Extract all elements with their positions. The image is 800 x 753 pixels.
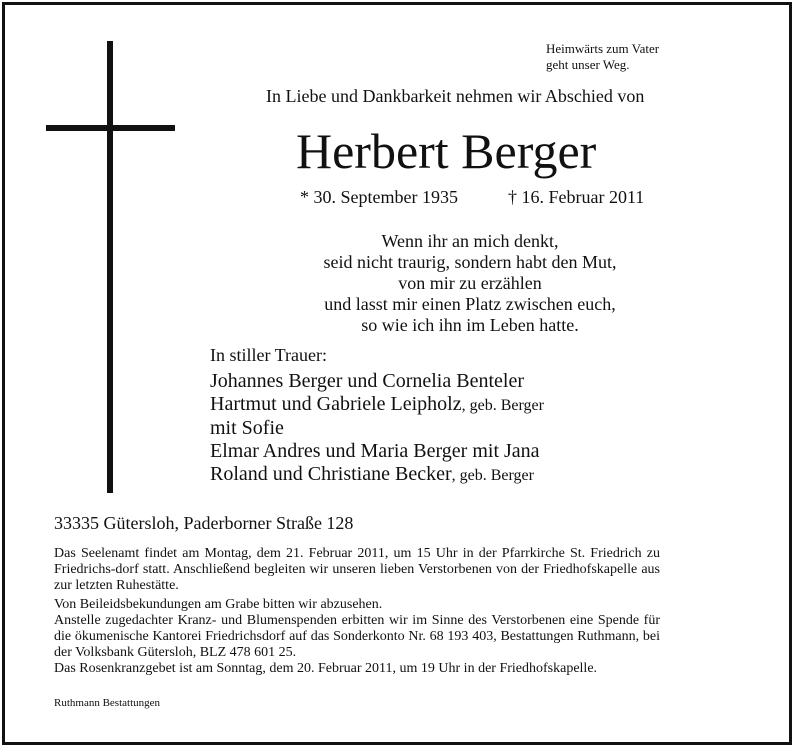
mourner-row: Elmar Andres und Maria Berger mit Jana — [210, 440, 540, 462]
mourner-row — [210, 393, 544, 417]
mourner-row: mit Sofie — [210, 417, 284, 439]
poem-line: Wenn ihr an mich denkt, — [381, 231, 559, 251]
poem-line: seid nicht traurig, sondern habt den Mut, — [323, 252, 617, 272]
motto-line: geht unser Weg. — [546, 57, 630, 72]
mourning-label: In stiller Trauer: — [210, 345, 327, 365]
notice-paragraph: Anstelle zugedachter Kranz- und Blumenspenden erbitten wir im Sinne des Verstorbenen eine Spende für die ökumenische Kantorei Friedrichsdorf auf das Sonderkonto Nr. 68 193 403, Bestattungen Ruthmann, bei der Volksbank Gütersloh, BLZ 478 601 25. — [54, 613, 660, 660]
deceased-name: Herbert Berger — [296, 123, 597, 179]
cross-icon-horizontal-beam — [46, 125, 175, 131]
notice-paragraph: Das Rosenkranzgebet ist am Sonntag, dem 20. Februar 2011, um 19 Uhr in der Friedhofskapelle. — [54, 661, 598, 676]
intro-text: In Liebe und Dankbarkeit nehmen wir Abschied von — [266, 86, 645, 106]
death-date: † 16. Februar 2011 — [508, 187, 645, 207]
poem-line: und lasst mir einen Platz zwischen euch, — [324, 294, 616, 314]
cross-icon-vertical-beam — [107, 41, 113, 493]
maiden-name-note: , geb. Berger — [461, 397, 544, 414]
notice-paragraph: Von Beileidsbekundungen am Grabe bitten wir abzusehen. — [54, 597, 383, 612]
funeral-home-credit: Ruthmann Bestattungen — [54, 697, 161, 709]
maiden-name-note: , geb. Berger — [451, 467, 534, 484]
family-address: 33335 Gütersloh, Paderborner Straße 128 — [54, 513, 354, 533]
poem-line: von mir zu erzählen — [398, 273, 542, 293]
service-notices — [54, 546, 660, 677]
mourner-names: Roland und Christiane Becker — [210, 463, 452, 485]
birth-date: * 30. September 1935 — [300, 187, 458, 207]
motto-line: Heimwärts zum Vater — [546, 41, 660, 56]
notice-paragraph: Das Seelenamt findet am Montag, dem 21. Februar 2011, um 15 Uhr in der Pfarrkirche St. Friedrich zu Friedrichs-dorf statt. Anschließend begleiten wir unseren lieben Verstorbenen von der Friedhofskapelle aus zur letzten Ruhestätte. — [54, 546, 660, 593]
mourner-row: Johannes Berger und Cornelia Benteler — [210, 370, 524, 392]
poem — [290, 231, 650, 336]
mourner-names: Hartmut und Gabriele Leipholz — [210, 393, 462, 415]
mourner-list — [210, 370, 544, 487]
mourner-row — [210, 463, 544, 487]
poem-line: so wie ich ihn im Leben hatte. — [361, 315, 579, 335]
motto — [546, 41, 659, 73]
